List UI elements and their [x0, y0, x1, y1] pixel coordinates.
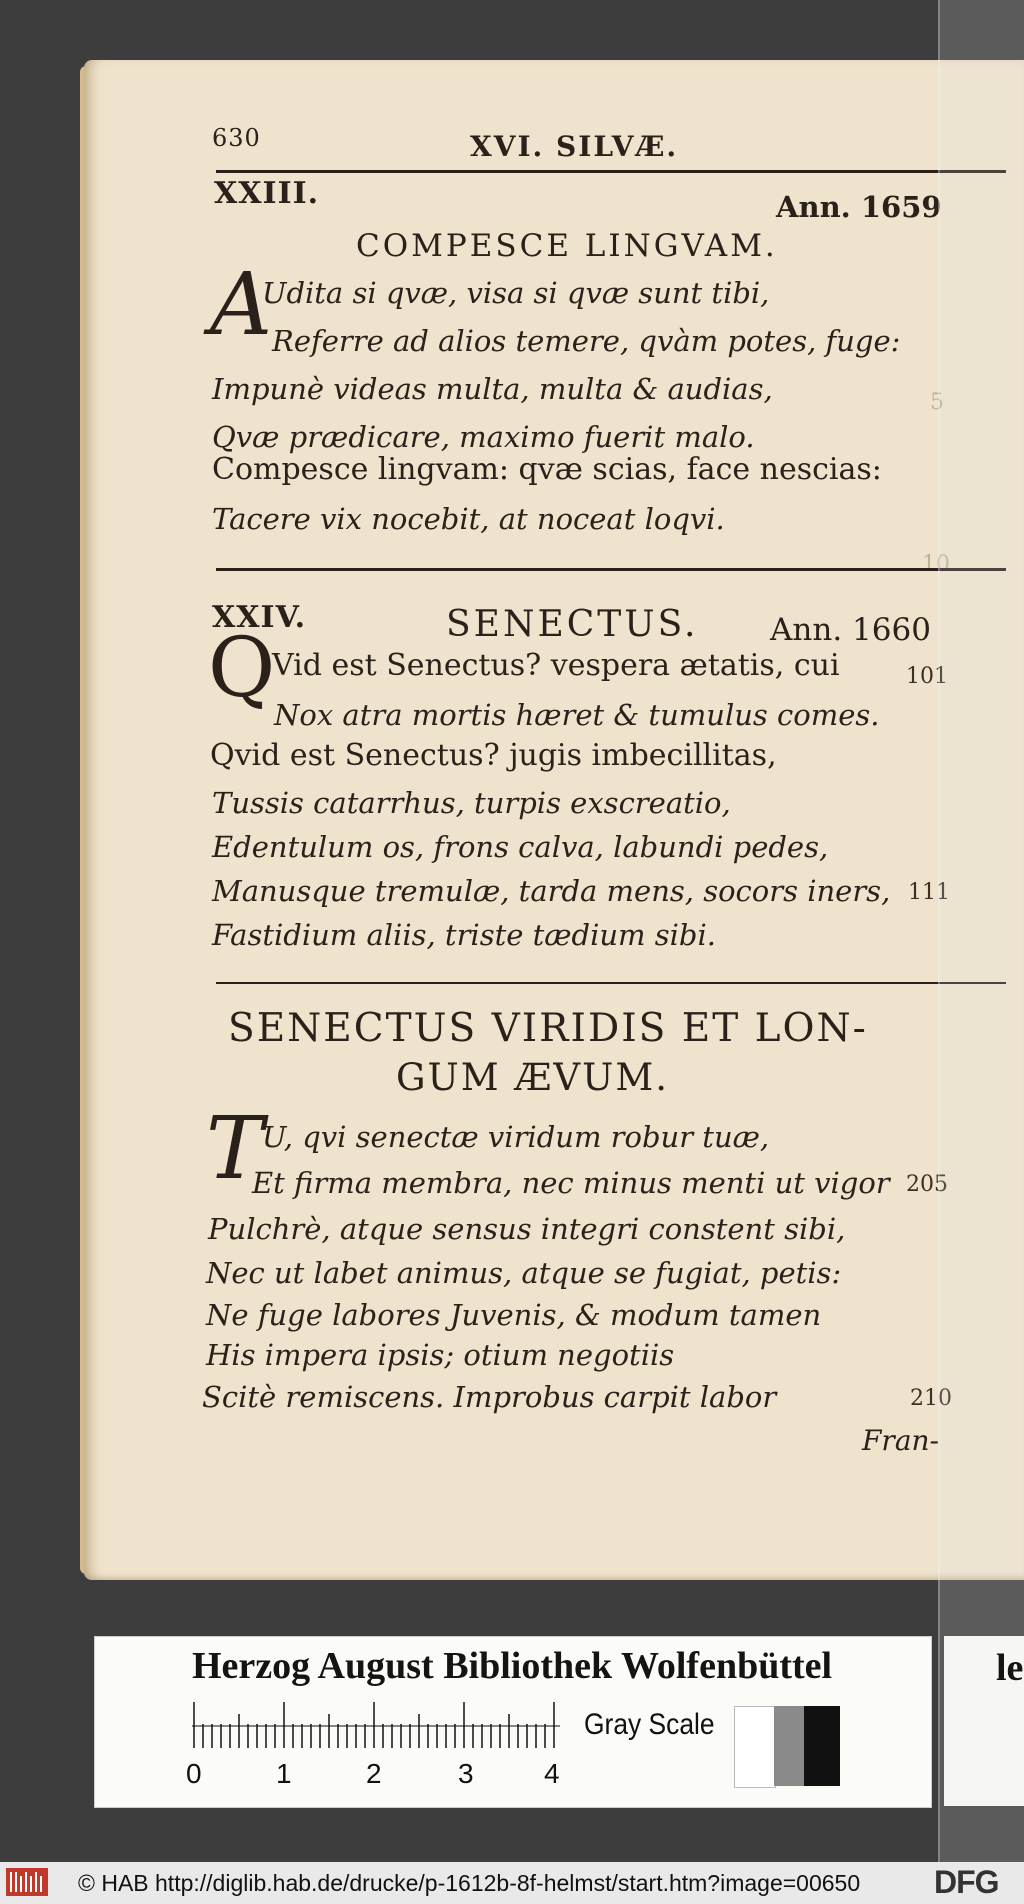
poem-23-number: XXIII.	[214, 176, 320, 211]
poem-23-line-1: Udita si qvæ, visa si qvæ sunt tibi,	[262, 276, 770, 310]
poem-24-line-6: Manusque tremulæ, tarda mens, socors iners,	[212, 874, 891, 908]
poem-23-line-2: Referre ad alios temere, qvàm potes, fuge:	[272, 324, 901, 358]
measurement-ruler	[192, 1702, 560, 1748]
poem-24-margin-111: 111	[908, 880, 950, 905]
poem-23-title: COMPESCE LINGVAM.	[356, 228, 778, 264]
poem-25-line-2: Et firma membra, nec minus menti ut vigor	[252, 1166, 890, 1200]
poem-24-line-5: Edentulum os, frons calva, labundi pedes,	[212, 830, 829, 864]
poem-24-margin-101: 101	[906, 664, 948, 689]
ruler-number-3: 3	[458, 1758, 474, 1789]
gray-swatch-mid	[774, 1706, 804, 1786]
poem-24-number: XXIV.	[212, 600, 307, 635]
poem-23-line-4: Qvæ prædicare, maximo fuerit malo.	[212, 420, 755, 454]
poem-23-year: Ann. 1659	[776, 190, 942, 224]
poem-23-margin-5: 5	[930, 390, 944, 415]
gray-scale-label: Gray Scale	[584, 1708, 715, 1741]
poem-25-title-line-1: SENECTUS VIRIDIS ET LON-	[228, 1006, 868, 1051]
poem-24-line-2: Nox atra mortis hæret & tumulus comes.	[274, 698, 880, 732]
poem-24-line-7: Fastidium aliis, triste tædium sibi.	[212, 918, 716, 952]
poem-25-margin-210: 210	[910, 1386, 952, 1411]
catchword: Fran-	[862, 1424, 939, 1457]
poem-23-drop-initial: A	[210, 255, 273, 355]
section-rule-1	[216, 568, 1006, 571]
gray-swatch-white	[734, 1706, 776, 1788]
poem-25-line-1: U, qvi senectæ viridum robur tuæ,	[262, 1120, 770, 1154]
poem-23-line-5: Compesce lingvam: qvæ scias, face nescias:	[212, 452, 882, 487]
page-number: 630	[212, 124, 261, 152]
institution-name-fragment: le	[996, 1647, 1024, 1689]
poem-25-title-line-2: GUM ÆVUM.	[396, 1056, 669, 1099]
poem-25-line-7: Scitè remiscens. Improbus carpit labor	[202, 1380, 777, 1414]
protective-sleeve	[938, 0, 1024, 1862]
poem-24-drop-initial: Q	[208, 621, 276, 716]
poem-24-year: Ann. 1660	[770, 612, 931, 648]
footer-url[interactable]: © HAB http://diglib.hab.de/drucke/p-1612b-8f-helmst/start.htm?image=00650	[78, 1870, 861, 1896]
institution-name: Herzog August Bibliothek Wolfenbüttel	[192, 1645, 833, 1687]
poem-23-line-3: Impunè videas multa, multa & audias,	[212, 372, 773, 406]
ruler-number-2: 2	[366, 1758, 382, 1789]
ruler-number-0: 0	[186, 1758, 202, 1789]
poem-25-line-4: Nec ut labet animus, atque se fugiat, petis:	[206, 1256, 842, 1290]
gray-swatch-black	[804, 1706, 840, 1786]
dfg-logo: DFG	[934, 1864, 999, 1900]
running-title: XVI. SILVÆ.	[470, 130, 679, 163]
poem-23-margin-10: 10	[922, 552, 950, 577]
ruler-number-1: 1	[276, 1758, 292, 1789]
poem-25-line-3: Pulchrè, atque sensus integri constent sibi,	[208, 1212, 846, 1246]
ruler-number-4: 4	[544, 1758, 560, 1789]
poem-25-drop-initial: T	[206, 1099, 264, 1199]
poem-24-line-4: Tussis catarrhus, turpis exscreatio,	[212, 786, 731, 820]
hab-barcode-icon	[6, 1868, 48, 1896]
poem-25-line-5: Ne fuge labores Juvenis, & modum tamen	[206, 1298, 822, 1332]
poem-24-line-1: Vid est Senectus? vespera ætatis, cui	[272, 648, 840, 683]
poem-25-line-6: His impera ipsis; otium negotiis	[206, 1338, 675, 1372]
poem-24-title: SENECTUS.	[446, 604, 699, 645]
poem-23-line-6: Tacere vix nocebit, at noceat loqvi.	[212, 502, 725, 536]
section-rule-2	[216, 982, 1006, 984]
poem-24-line-3: Qvid est Senectus? jugis imbecillitas,	[210, 738, 777, 773]
header-rule	[216, 170, 1006, 173]
poem-25-margin-205: 205	[906, 1172, 948, 1197]
